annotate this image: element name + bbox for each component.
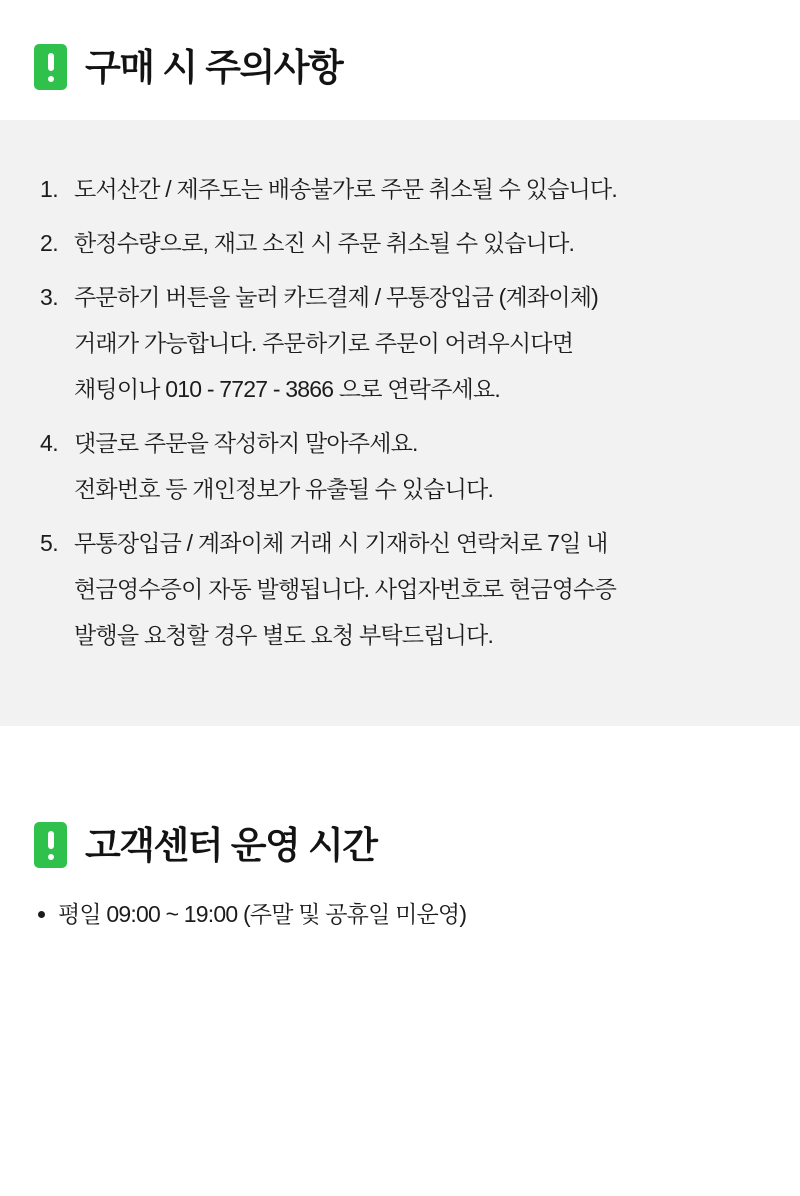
customer-center-heading: [0, 822, 800, 868]
list-item: [40, 166, 760, 212]
list-item-line: 도서산간 / 제주도는 배송불가로 주문 취소될 수 있습니다.: [74, 176, 617, 202]
list-item-line: 현금영수증이 자동 발행됩니다. 사업자번호로 현금영수증: [74, 576, 616, 602]
list-item: [40, 420, 760, 512]
list-item-line: 한정수량으로, 재고 소진 시 주문 취소될 수 있습니다.: [74, 230, 575, 256]
list-item-line: 무통장입금 / 계좌이체 거래 시 기재하신 연락처로 7일 내: [74, 530, 608, 556]
list-item: [40, 520, 760, 658]
list-item-number: 4.: [40, 430, 59, 456]
purchase-notice-title: 구매 시 주의사항: [85, 46, 343, 88]
list-item-body: [74, 274, 760, 412]
list-item-line: 전화번호 등 개인정보가 유출될 수 있습니다.: [74, 476, 494, 502]
purchase-notice-heading: [0, 0, 800, 90]
purchase-notice-block: [0, 120, 800, 726]
list-item-line: 댓글로 주문을 작성하지 말아주세요.: [74, 430, 418, 456]
list-item-line: 발행을 요청할 경우 별도 요청 부탁드립니다.: [74, 622, 494, 648]
purchase-notice-list: [40, 166, 760, 658]
list-item-number: 1.: [40, 176, 59, 202]
section-spacer: [0, 726, 800, 822]
list-item-body: [74, 520, 760, 658]
list-item-line: 거래가 가능합니다. 주문하기로 주문이 어려우시다면: [74, 330, 574, 356]
list-item-body: [74, 420, 760, 512]
list-item: [40, 274, 760, 412]
customer-center-list: [0, 868, 800, 934]
list-item-body: [74, 166, 760, 212]
customer-center-title: 고객센터 운영 시간: [85, 824, 377, 866]
exclamation-icon: [34, 44, 67, 90]
list-item-line: 채팅이나 010 - 7727 - 3866 으로 연락주세요.: [74, 376, 500, 402]
list-item: [38, 894, 800, 934]
bullet-icon: [38, 911, 45, 918]
customer-center-hours: 평일 09:00 ~ 19:00 (주말 및 공휴일 미운영): [58, 901, 467, 927]
list-item-number: 5.: [40, 530, 59, 556]
exclamation-icon: [34, 822, 67, 868]
list-item: [40, 220, 760, 266]
list-item-body: [74, 220, 760, 266]
list-item-number: 2.: [40, 230, 59, 256]
list-item-number: 3.: [40, 284, 59, 310]
list-item-line: 주문하기 버튼을 눌러 카드결제 / 무통장입금 (계좌이체): [74, 284, 599, 310]
